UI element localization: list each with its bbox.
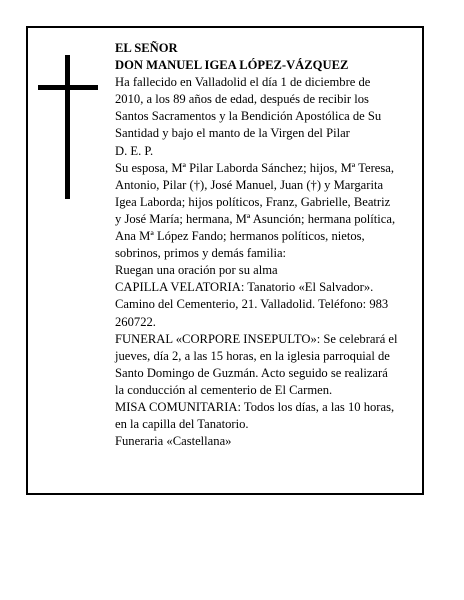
notice-line: Ha fallecido en Valladolid el día 1 de diciembre de: [115, 75, 371, 90]
obituary-notice: [26, 26, 424, 495]
notice-line: D. E. P.: [115, 143, 154, 158]
notice-line: 260722.: [115, 314, 156, 329]
notice-line: Igea Laborda; hijos políticos, Franz, Gabrielle, Beatriz: [115, 194, 391, 209]
notice-line: FUNERAL «CORPORE INSEPULTO»: Se celebrará el: [115, 331, 398, 346]
notice-line: Antonio, Pilar (†), José Manuel, Juan (†) y Margarita: [115, 177, 384, 192]
notice-line: Santo Domingo de Guzmán. Acto seguido se realizará: [115, 365, 388, 380]
notice-line: CAPILLA VELATORIA: Tanatorio «El Salvador».: [115, 280, 374, 295]
notice-line: Su esposa, Mª Pilar Laborda Sánchez; hijos, Mª Teresa,: [115, 160, 394, 175]
cross-vertical-bar: [65, 55, 70, 199]
notice-line: sobrinos, primos y demás familia:: [115, 246, 287, 261]
cross-icon: [38, 55, 98, 199]
notice-line: en la capilla del Tanatorio.: [115, 417, 249, 432]
notice-heading: EL SEÑOR: [115, 41, 178, 55]
notice-line: Ruegan una oración por su alma: [115, 263, 278, 278]
notice-line: MISA COMUNITARIA: Todos los días, a las 10 horas,: [115, 399, 395, 414]
cross-horizontal-bar: [38, 85, 98, 90]
notice-text: [115, 40, 423, 450]
deceased-name: DON MANUEL IGEA LÓPEZ-VÁZQUEZ: [115, 58, 349, 73]
notice-line: Santos Sacramentos y la Bendición Apostólica de Su: [115, 109, 382, 124]
notice-line: la conducción al cementerio de El Carmen.: [115, 382, 333, 397]
notice-line: Camino del Cementerio, 21. Valladolid. Teléfono: 983: [115, 297, 389, 312]
notice-line: Santidad y bajo el manto de la Virgen del Pilar: [115, 126, 350, 141]
notice-line: Funeraria «Castellana»: [115, 434, 232, 449]
notice-line: 2010, a los 89 años de edad, después de recibir los: [115, 92, 369, 107]
notice-line: y José María; hermana, Mª Asunción; hermana política,: [115, 211, 396, 226]
notice-line: jueves, día 2, a las 15 horas, en la iglesia parroquial de: [115, 348, 390, 363]
notice-line: Ana Mª López Fando; hermanos políticos, nietos,: [115, 229, 365, 244]
